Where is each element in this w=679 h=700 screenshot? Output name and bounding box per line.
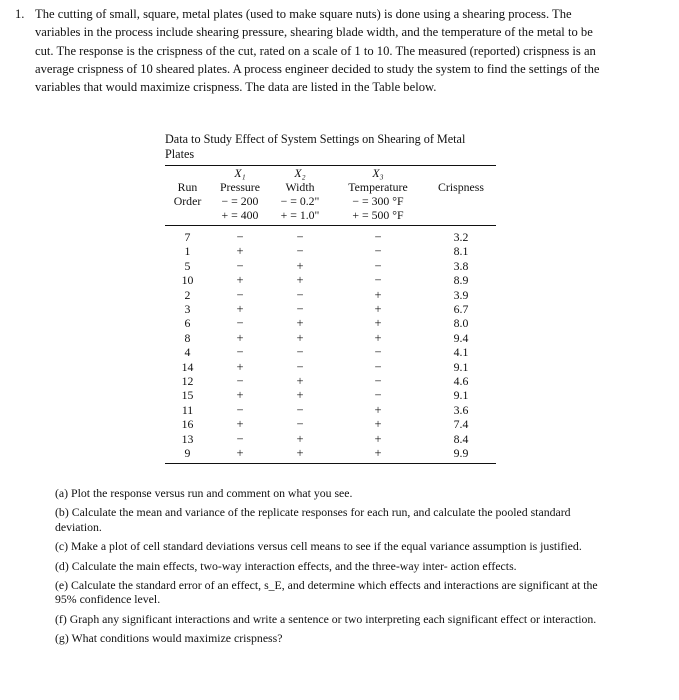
table-row (165, 446, 496, 460)
x1-symbol: X₁ (234, 166, 246, 180)
table-row (165, 302, 496, 316)
run-order-cell: 8 (184, 330, 191, 345)
crispness-cell: 8.4 (453, 431, 469, 446)
crispness-cell: 8.0 (453, 316, 469, 331)
header-row-low (165, 194, 496, 208)
run-order-cell: 3 (184, 302, 191, 317)
x1-level-cell: + (236, 330, 244, 345)
x1-name: Pressure (220, 180, 260, 194)
table-row (165, 417, 496, 431)
table-row (165, 288, 496, 302)
run-order-cell: 16 (181, 417, 194, 432)
run-order-cell: 12 (181, 374, 194, 389)
x1-level-cell: − (236, 402, 244, 417)
x2-level-cell: + (296, 374, 304, 389)
x2-level-cell: − (296, 417, 304, 432)
problem-statement (15, 5, 610, 96)
x2-level-cell: + (296, 431, 304, 446)
x3-name: Temperature (348, 180, 408, 194)
crispness-cell: 3.8 (453, 258, 469, 273)
crispness-cell: 3.9 (453, 287, 469, 302)
run-order-cell: 6 (184, 316, 191, 331)
run-order-cell: 13 (181, 431, 194, 446)
table-row (165, 432, 496, 446)
table-row (165, 259, 496, 273)
crispness-cell: 9.4 (453, 330, 469, 345)
x1-level-cell: + (236, 302, 244, 317)
x2-level-cell: + (296, 273, 304, 288)
run-order-cell: 11 (181, 402, 194, 417)
crispness-cell: 3.2 (453, 230, 469, 244)
x3-level-cell: − (374, 244, 382, 259)
x2-high: + = 1.0" (280, 208, 320, 222)
crispness-cell: 4.1 (453, 345, 469, 360)
table-row (165, 331, 496, 345)
table-row (165, 360, 496, 374)
data-table-block (165, 132, 500, 464)
question-b: (b) Calculate the mean and variance of the replicate responses for each run, and calculate the pooled standard deviation. (55, 505, 571, 534)
run-order-cell: 10 (181, 273, 194, 288)
x1-level-cell: − (236, 374, 244, 389)
x3-high: + = 500 °F (352, 208, 404, 222)
run-header-line1: Run (177, 180, 198, 194)
crispness-cell: 8.1 (453, 244, 469, 259)
question-f: (f) Graph any significant interactions and write a sentence or two interpreting each significant effect or interaction. (55, 611, 597, 626)
x3-level-cell: − (374, 374, 382, 389)
question-a: (a) Plot the response versus run and comment on what you see. (55, 486, 353, 500)
x2-level-cell: + (296, 388, 304, 403)
x3-level-cell: + (374, 402, 382, 417)
crispness-cell: 6.7 (453, 302, 469, 317)
header-row-symbols (165, 166, 496, 180)
run-order-cell: 7 (184, 230, 191, 244)
x3-level-cell: + (374, 287, 382, 302)
x1-high: + = 400 (221, 208, 259, 222)
table-row (165, 244, 496, 258)
response-header: Crispness (438, 180, 484, 194)
table-row (165, 345, 496, 359)
table-row (165, 316, 496, 330)
x1-level-cell: − (236, 431, 244, 446)
question-g: (g) What conditions would maximize crispness? (55, 631, 283, 646)
x1-level-cell: − (236, 287, 244, 302)
run-order-cell: 2 (184, 287, 191, 302)
x2-level-cell: − (296, 359, 304, 374)
table-row (165, 374, 496, 388)
x2-low: − = 0.2" (280, 194, 320, 208)
run-order-cell: 4 (184, 345, 191, 360)
x3-level-cell: − (374, 258, 382, 273)
x1-level-cell: − (236, 345, 244, 360)
x1-level-cell: + (236, 446, 244, 461)
table-row (165, 230, 496, 244)
crispness-cell: 3.6 (453, 402, 469, 417)
crispness-cell: 9.1 (453, 388, 469, 403)
x3-level-cell: + (374, 446, 382, 461)
header-row-high (165, 208, 496, 222)
run-order-cell: 1 (184, 244, 191, 259)
question-d: (d) Calculate the main effects, two-way interaction effects, and the three-way inter- action effects. (55, 558, 517, 573)
crispness-cell: 4.6 (453, 374, 469, 389)
x1-level-cell: + (236, 359, 244, 374)
x3-level-cell: − (374, 388, 382, 403)
table-row (165, 273, 496, 287)
crispness-cell: 9.9 (453, 446, 469, 461)
crispness-cell: 7.4 (453, 417, 469, 432)
x2-level-cell: − (296, 230, 304, 244)
run-header-line2: Order (173, 194, 202, 208)
run-order-cell: 15 (181, 388, 194, 403)
x3-level-cell: − (374, 359, 382, 374)
run-order-cell: 5 (184, 258, 191, 273)
crispness-cell: 8.9 (453, 273, 469, 288)
x3-low: − = 300 °F (352, 194, 404, 208)
data-table (165, 166, 496, 222)
table-header-rule (165, 225, 496, 226)
x3-level-cell: − (374, 273, 382, 288)
question-list (55, 486, 615, 651)
x1-level-cell: + (236, 417, 244, 432)
x1-level-cell: − (236, 230, 244, 244)
x2-level-cell: − (296, 302, 304, 317)
x2-level-cell: + (296, 258, 304, 273)
run-order-cell: 14 (181, 359, 194, 374)
problem-number: 1. (15, 7, 25, 21)
x3-level-cell: + (374, 330, 382, 345)
table-caption: Data to Study Effect of System Settings on Shearing of Metal Plates (165, 132, 466, 161)
x3-level-cell: + (374, 431, 382, 446)
x1-level-cell: − (236, 258, 244, 273)
crispness-cell: 9.1 (453, 359, 469, 374)
table-bottom-rule (165, 463, 496, 464)
header-row-names (165, 180, 496, 194)
data-table-body (165, 230, 496, 461)
x3-level-cell: − (374, 345, 382, 360)
table-row (165, 388, 496, 402)
run-order-cell: 9 (184, 446, 191, 461)
x2-level-cell: − (296, 402, 304, 417)
question-e: (e) Calculate the standard error of an effect, s_E, and determine which effects and interactions are significant at the 95% confidence level. (55, 578, 598, 607)
x2-symbol: X₂ (294, 166, 306, 180)
x1-level-cell: − (236, 316, 244, 331)
x3-level-cell: + (374, 302, 382, 317)
x1-low: − = 200 (221, 194, 259, 208)
problem-text: The cutting of small, square, metal plates (used to make square nuts) is done using a shearing process. The variables in the process include shearing pressure, shearing blade width, and the temperature of the metal to be cut. The response is the crispness of the cut, rated on a scale of 1 to 10. The measured (reported) crispness is an average crispness of 10 sheared plates. A process engineer decided to study the system to find the settings of the variables that would maximize crispness. The data are listed in the Table below. (35, 7, 600, 95)
table-row (165, 403, 496, 417)
x1-level-cell: + (236, 388, 244, 403)
x2-level-cell: − (296, 287, 304, 302)
question-c: (c) Make a plot of cell standard deviations versus cell means to see if the equal variance assumption is justified. (55, 539, 582, 554)
x1-level-cell: + (236, 244, 244, 259)
x2-level-cell: − (296, 244, 304, 259)
x3-level-cell: − (374, 230, 382, 244)
x1-level-cell: + (236, 273, 244, 288)
x3-symbol: X₃ (372, 166, 384, 180)
x3-level-cell: + (374, 417, 382, 432)
x2-level-cell: + (296, 330, 304, 345)
x3-level-cell: + (374, 316, 382, 331)
x2-level-cell: + (296, 446, 304, 461)
x2-level-cell: + (296, 316, 304, 331)
x2-name: Width (285, 180, 315, 194)
x2-level-cell: − (296, 345, 304, 360)
